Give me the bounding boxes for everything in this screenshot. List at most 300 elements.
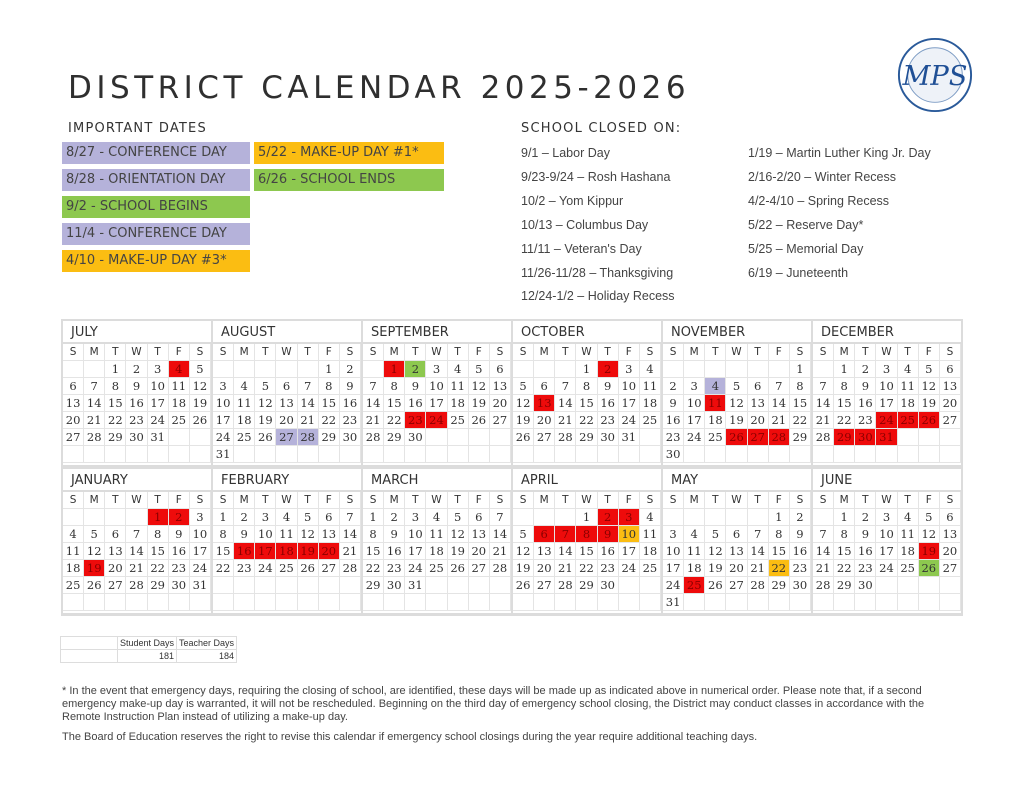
calendar-day: 24 — [876, 560, 897, 577]
weekday-header: T — [898, 344, 919, 361]
calendar-day: 11 — [276, 526, 297, 543]
calendar-day: 19 — [190, 395, 211, 412]
weekday-header: M — [84, 344, 105, 361]
weekday-header: T — [705, 492, 726, 509]
month-name: MARCH — [363, 469, 511, 492]
empty-day-cell — [598, 594, 619, 611]
calendar-day: 14 — [555, 543, 576, 560]
calendar-day: 11 — [684, 543, 705, 560]
calendar-day: 30 — [169, 577, 190, 594]
calendar-day: 29 — [148, 577, 169, 594]
empty-day-cell — [940, 594, 961, 611]
calendar-day: 27 — [469, 560, 490, 577]
calendar-day-red: 19 — [298, 543, 319, 560]
calendar-day: 29 — [834, 577, 855, 594]
empty-day-cell — [213, 594, 234, 611]
month-april — [513, 469, 661, 613]
calendar-day: 24 — [148, 412, 169, 429]
calendar-day: 4 — [426, 509, 447, 526]
weekday-header: F — [169, 492, 190, 509]
calendar-day: 15 — [576, 543, 597, 560]
weekday-header: F — [319, 492, 340, 509]
empty-day-cell — [726, 509, 747, 526]
calendar-day: 19 — [705, 560, 726, 577]
important-date-item: 9/2 - SCHOOL BEGINS — [62, 196, 250, 218]
weekday-header: F — [319, 344, 340, 361]
empty-day-cell — [469, 577, 490, 594]
empty-day-cell — [513, 594, 534, 611]
empty-day-cell — [148, 446, 169, 463]
calendar-day: 30 — [855, 577, 876, 594]
calendar-day: 11 — [63, 543, 84, 560]
calendar-day: 17 — [876, 395, 897, 412]
calendar-day: 3 — [619, 361, 640, 378]
calendar-day: 30 — [598, 429, 619, 446]
calendar-day: 5 — [255, 378, 276, 395]
weekday-header: T — [405, 344, 426, 361]
calendar-day-red: 6 — [534, 526, 555, 543]
empty-day-cell — [340, 594, 361, 611]
weekday-header: S — [813, 492, 834, 509]
weekday-header: S — [640, 492, 661, 509]
empty-day-cell — [84, 509, 105, 526]
calendar-day: 14 — [813, 395, 834, 412]
empty-day-cell — [919, 594, 940, 611]
calendar-day: 10 — [190, 526, 211, 543]
month-name: DECEMBER — [813, 321, 961, 344]
calendar-day: 18 — [705, 412, 726, 429]
empty-day-cell — [534, 509, 555, 526]
calendar-day: 4 — [640, 509, 661, 526]
calendar-day: 29 — [384, 429, 405, 446]
empty-day-cell — [126, 509, 147, 526]
calendar-day: 15 — [834, 395, 855, 412]
empty-day-cell — [513, 509, 534, 526]
calendar-day: 6 — [940, 509, 961, 526]
calendar-day: 20 — [469, 543, 490, 560]
calendar-day: 13 — [276, 395, 297, 412]
empty-day-cell — [663, 509, 684, 526]
closed-day-item: 5/22 – Reserve Day* — [748, 217, 864, 232]
calendar-day-red: 16 — [234, 543, 255, 560]
calendar-day-orange: 10 — [619, 526, 640, 543]
calendar-day: 4 — [898, 361, 919, 378]
empty-day-cell — [619, 577, 640, 594]
calendar-day: 3 — [405, 509, 426, 526]
calendar-day: 3 — [876, 509, 897, 526]
svg-text:MPS: MPS — [902, 60, 968, 92]
weekday-header: T — [405, 492, 426, 509]
calendar-day: 9 — [598, 378, 619, 395]
calendar-day: 22 — [834, 412, 855, 429]
closed-day-item: 6/19 – Juneteenth — [748, 265, 849, 280]
empty-day-cell — [190, 446, 211, 463]
calendar-day: 1 — [834, 361, 855, 378]
calendar-day: 20 — [276, 412, 297, 429]
calendar-day: 16 — [169, 543, 190, 560]
empty-day-cell — [448, 577, 469, 594]
empty-day-cell — [426, 446, 447, 463]
calendar-day: 19 — [448, 543, 469, 560]
calendar-day: 23 — [790, 560, 811, 577]
calendar-day: 22 — [213, 560, 234, 577]
empty-day-cell — [255, 577, 276, 594]
empty-day-cell — [448, 594, 469, 611]
calendar-day: 25 — [276, 560, 297, 577]
calendar-day: 11 — [448, 378, 469, 395]
calendar-day: 7 — [126, 526, 147, 543]
calendar-day: 3 — [876, 361, 897, 378]
calendar-day: 14 — [363, 395, 384, 412]
weekday-header: T — [705, 344, 726, 361]
empty-day-cell — [898, 429, 919, 446]
weekday-header: T — [855, 344, 876, 361]
calendar-day: 7 — [769, 378, 790, 395]
empty-day-cell — [105, 509, 126, 526]
calendar-day: 6 — [534, 378, 555, 395]
calendar-day: 26 — [448, 560, 469, 577]
closed-day-item: 9/23-9/24 – Rosh Hashana — [521, 169, 671, 184]
calendar-day: 14 — [340, 526, 361, 543]
calendar-day: 16 — [340, 395, 361, 412]
empty-day-cell — [213, 577, 234, 594]
calendar-day: 14 — [748, 543, 769, 560]
empty-day-cell — [105, 594, 126, 611]
calendar-day-red: 23 — [405, 412, 426, 429]
empty-day-cell — [384, 446, 405, 463]
calendar-day: 2 — [234, 509, 255, 526]
weekday-header: T — [855, 492, 876, 509]
empty-day-cell — [534, 446, 555, 463]
month-may — [663, 469, 811, 613]
calendar-day: 16 — [598, 395, 619, 412]
month-march — [363, 469, 511, 613]
weekday-header: W — [276, 492, 297, 509]
weekday-header: T — [748, 492, 769, 509]
calendar-day: 25 — [898, 560, 919, 577]
weekday-header: T — [898, 492, 919, 509]
calendar-day: 21 — [813, 412, 834, 429]
weekday-header: S — [213, 344, 234, 361]
empty-day-cell — [898, 577, 919, 594]
calendar-day: 4 — [640, 361, 661, 378]
empty-day-cell — [705, 446, 726, 463]
empty-day-cell — [363, 446, 384, 463]
weekday-header: M — [234, 344, 255, 361]
calendar-day: 31 — [213, 446, 234, 463]
calendar-day-red: 2 — [169, 509, 190, 526]
empty-day-cell — [169, 446, 190, 463]
calendar-day: 10 — [405, 526, 426, 543]
calendar-day: 19 — [513, 560, 534, 577]
calendar-day: 6 — [940, 361, 961, 378]
weekday-header: M — [234, 492, 255, 509]
calendar-day: 31 — [405, 577, 426, 594]
empty-day-cell — [190, 429, 211, 446]
empty-day-cell — [276, 594, 297, 611]
month-june — [813, 469, 961, 613]
calendar-day: 9 — [384, 526, 405, 543]
empty-day-cell — [84, 361, 105, 378]
calendar-day: 21 — [769, 412, 790, 429]
empty-day-cell — [790, 446, 811, 463]
month-name: APRIL — [513, 469, 661, 492]
empty-day-cell — [598, 446, 619, 463]
calendar-day-red: 13 — [534, 395, 555, 412]
calendar-day: 18 — [426, 543, 447, 560]
calendar-day: 20 — [726, 560, 747, 577]
calendar-day: 3 — [213, 378, 234, 395]
calendar-day: 22 — [834, 560, 855, 577]
empty-day-cell — [705, 361, 726, 378]
empty-day-cell — [684, 594, 705, 611]
calendar-day: 20 — [534, 412, 555, 429]
calendar-day: 5 — [919, 509, 940, 526]
empty-day-cell — [813, 446, 834, 463]
calendar-day: 1 — [576, 509, 597, 526]
weekday-header: S — [63, 344, 84, 361]
weekday-header: T — [105, 492, 126, 509]
calendar-day: 28 — [813, 577, 834, 594]
empty-day-cell — [169, 429, 190, 446]
empty-day-cell — [169, 594, 190, 611]
closed-day-item: 1/19 – Martin Luther King Jr. Day — [748, 146, 931, 160]
student-days-value: 181 — [118, 650, 177, 663]
calendar-day: 15 — [790, 395, 811, 412]
empty-day-cell — [426, 429, 447, 446]
calendar-day: 4 — [234, 378, 255, 395]
weekday-header: T — [148, 492, 169, 509]
calendar-day: 11 — [640, 526, 661, 543]
calendar-day: 27 — [940, 412, 961, 429]
empty-day-cell — [255, 594, 276, 611]
important-date-item: 11/4 - CONFERENCE DAY — [62, 223, 250, 245]
calendar-day: 6 — [319, 509, 340, 526]
calendar-day: 27 — [319, 560, 340, 577]
empty-day-cell — [640, 577, 661, 594]
calendar-day-red: 7 — [555, 526, 576, 543]
calendar-day: 27 — [940, 560, 961, 577]
calendar-day: 22 — [576, 412, 597, 429]
empty-day-cell — [190, 594, 211, 611]
calendar-day: 21 — [363, 412, 384, 429]
month-name: JULY — [63, 321, 211, 344]
calendar-day: 30 — [663, 446, 684, 463]
calendar-day: 7 — [490, 509, 511, 526]
calendar-day: 10 — [148, 378, 169, 395]
calendar-day: 2 — [126, 361, 147, 378]
calendar-day-red: 24 — [876, 412, 897, 429]
weekday-header: W — [126, 492, 147, 509]
empty-day-cell — [513, 446, 534, 463]
weekday-header: M — [84, 492, 105, 509]
empty-day-cell — [63, 509, 84, 526]
calendar-day: 8 — [790, 378, 811, 395]
weekday-header: F — [169, 344, 190, 361]
calendar-day: 25 — [426, 560, 447, 577]
weekday-header: F — [469, 492, 490, 509]
calendar-day-red: 2 — [598, 509, 619, 526]
empty-day-cell — [84, 594, 105, 611]
month-name: FEBRUARY — [213, 469, 361, 492]
calendar-day: 25 — [63, 577, 84, 594]
weekday-header: T — [298, 344, 319, 361]
calendar-day: 19 — [919, 395, 940, 412]
calendar-day-red: 2 — [598, 361, 619, 378]
calendar-day: 15 — [319, 395, 340, 412]
calendar-day-red: 26 — [919, 412, 940, 429]
calendar-day: 19 — [513, 412, 534, 429]
weekday-header: M — [534, 492, 555, 509]
month-name: AUGUST — [213, 321, 361, 344]
empty-day-cell — [748, 446, 769, 463]
calendar-day: 24 — [190, 560, 211, 577]
calendar-day: 16 — [598, 543, 619, 560]
calendar-day: 16 — [790, 543, 811, 560]
calendar-day: 29 — [790, 429, 811, 446]
empty-day-cell — [769, 446, 790, 463]
calendar-day: 9 — [855, 378, 876, 395]
calendar-day-lavender: 27 — [276, 429, 297, 446]
calendar-day: 13 — [490, 378, 511, 395]
calendar-day: 27 — [63, 429, 84, 446]
empty-day-cell — [919, 429, 940, 446]
weekday-header: T — [255, 344, 276, 361]
month-name: MAY — [663, 469, 811, 492]
calendar-day-red: 27 — [748, 429, 769, 446]
calendar-day: 5 — [298, 509, 319, 526]
empty-day-cell — [340, 446, 361, 463]
calendar-day: 12 — [190, 378, 211, 395]
empty-day-cell — [84, 446, 105, 463]
calendar-day: 17 — [684, 412, 705, 429]
calendar-day: 22 — [576, 560, 597, 577]
calendar-day: 18 — [169, 395, 190, 412]
calendar-day: 28 — [555, 429, 576, 446]
weekday-header: S — [663, 344, 684, 361]
teacher-days-header: Teacher Days — [177, 637, 237, 650]
calendar-day: 1 — [576, 361, 597, 378]
empty-day-cell — [940, 429, 961, 446]
empty-day-cell — [919, 577, 940, 594]
calendar-day-red: 26 — [726, 429, 747, 446]
district-logo-icon — [896, 36, 974, 114]
weekday-header: F — [919, 344, 940, 361]
weekday-header: T — [448, 344, 469, 361]
calendar-day: 25 — [448, 412, 469, 429]
weekday-header: S — [663, 492, 684, 509]
calendar-day: 17 — [148, 395, 169, 412]
empty-day-cell — [319, 446, 340, 463]
closed-day-item: 12/24-1/2 – Holiday Recess — [521, 289, 675, 304]
empty-day-cell — [426, 577, 447, 594]
empty-day-cell — [340, 577, 361, 594]
calendar-day: 12 — [919, 378, 940, 395]
calendar-day: 24 — [405, 560, 426, 577]
footnote: * In the event that emergency days, requiring the closing of school, are identified, these days will be made up as indicated above in numerical order. Please note that, if a second emergency make-up day is warranted, it will not be rescheduled. Beginning on the third day of emergency school closing, the District may conduct classes in accordance with the Remote Instruction Plan instead of utilizing a make-up day. — [62, 685, 925, 723]
month-name: NOVEMBER — [663, 321, 811, 344]
calendar-day: 20 — [940, 395, 961, 412]
weekday-header: M — [684, 344, 705, 361]
calendar-day: 13 — [63, 395, 84, 412]
month-september — [363, 321, 511, 465]
calendar-day-red: 31 — [876, 429, 897, 446]
calendar-day: 18 — [63, 560, 84, 577]
calendar-day: 28 — [363, 429, 384, 446]
calendar-day: 1 — [213, 509, 234, 526]
days-count-table — [60, 636, 237, 663]
calendar-day: 10 — [876, 378, 897, 395]
calendar-day: 10 — [619, 378, 640, 395]
closed-day-item: 10/2 – Yom Kippur — [521, 193, 624, 208]
calendar-day: 12 — [919, 526, 940, 543]
calendar-day: 31 — [619, 429, 640, 446]
calendar-day: 18 — [640, 543, 661, 560]
important-date-item: 8/27 - CONFERENCE DAY — [62, 142, 250, 164]
calendar-day: 17 — [663, 560, 684, 577]
empty-day-cell — [726, 446, 747, 463]
calendar-day: 13 — [534, 543, 555, 560]
weekday-header: S — [790, 344, 811, 361]
calendar-day: 21 — [813, 560, 834, 577]
calendar-day: 28 — [813, 429, 834, 446]
month-name: JANUARY — [63, 469, 211, 492]
calendar-day: 2 — [855, 361, 876, 378]
empty-day-cell — [555, 594, 576, 611]
weekday-header: W — [276, 344, 297, 361]
calendar-day-lavender: 28 — [298, 429, 319, 446]
calendar-day: 17 — [426, 395, 447, 412]
calendar-day: 6 — [276, 378, 297, 395]
calendar-day: 3 — [190, 509, 211, 526]
calendar-day-red: 17 — [255, 543, 276, 560]
calendar-day: 9 — [405, 378, 426, 395]
calendar-day: 14 — [555, 395, 576, 412]
calendar-day: 15 — [384, 395, 405, 412]
calendar-day: 23 — [598, 412, 619, 429]
calendar-day: 4 — [684, 526, 705, 543]
calendar-day: 28 — [340, 560, 361, 577]
empty-day-cell — [855, 594, 876, 611]
calendar-day: 15 — [105, 395, 126, 412]
calendar-day: 2 — [340, 361, 361, 378]
calendar-day: 12 — [84, 543, 105, 560]
calendar-day: 12 — [705, 543, 726, 560]
calendar-day-red: 28 — [769, 429, 790, 446]
calendar-day: 7 — [555, 378, 576, 395]
calendar-day: 21 — [748, 560, 769, 577]
calendar-day: 4 — [898, 509, 919, 526]
calendar-day: 18 — [898, 543, 919, 560]
calendar-day-red: 24 — [426, 412, 447, 429]
calendar-day: 25 — [234, 429, 255, 446]
weekday-header: T — [255, 492, 276, 509]
calendar-day: 19 — [726, 412, 747, 429]
calendar-day: 11 — [898, 526, 919, 543]
month-july — [63, 321, 211, 465]
calendar-day: 4 — [276, 509, 297, 526]
calendar-day: 5 — [705, 526, 726, 543]
calendar-day: 24 — [213, 429, 234, 446]
calendar-day: 19 — [469, 395, 490, 412]
weekday-header: M — [834, 492, 855, 509]
calendar-day: 18 — [898, 395, 919, 412]
calendar-day: 29 — [363, 577, 384, 594]
calendar-day: 11 — [898, 378, 919, 395]
weekday-header: W — [426, 344, 447, 361]
empty-day-cell — [490, 429, 511, 446]
calendar-day: 27 — [490, 412, 511, 429]
